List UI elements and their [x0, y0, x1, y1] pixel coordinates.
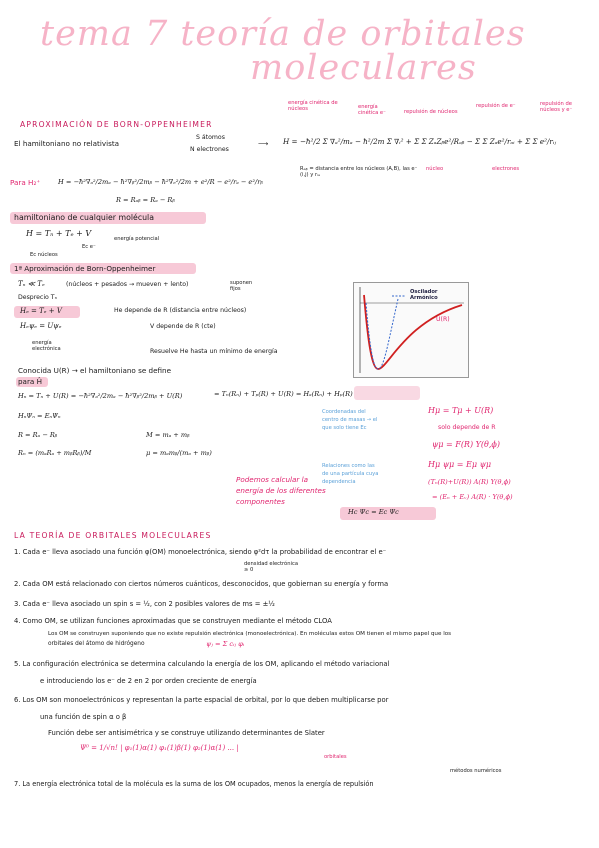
potential-energy-label: energía potencial	[114, 236, 160, 242]
metodos-note: métodos numéricos	[450, 768, 502, 774]
slater-determinant: Ψ⁰ = 1/√n! | φ₁(1)α(1) φ₁(1)β(1) φ₂(1)α(1) ... |	[80, 744, 239, 752]
ec-nuclei-label: Ec núcleos	[30, 252, 58, 258]
r-definition: R = Rₐᵦ = Rₐ − Rᵦ	[116, 196, 175, 204]
annotation-attraction: repulsión de núcleos y e⁻	[540, 101, 573, 113]
hn-result: = Tₙ(Rₙ) + Tₚ(R) + U(R) = Hₐ(Rₙ) + Hₚ(R)	[214, 390, 353, 398]
tom-item-6: 6. Los OM son monoelectrónicos y representan la parte espacial de orbital, por lo que deben multiplicarse por	[14, 696, 389, 704]
r-equation: R = Rₐ − Rᵦ	[18, 431, 58, 439]
solo-depende: solo depende de R	[438, 424, 496, 431]
resolve-note: Resuelve He hasta un mínimo de energía	[150, 348, 278, 355]
hn-formula: Hₙ = Tₙ + U(R) = −ħ²∇ₐ²/2mₐ − ħ²∇ᵦ²/2mᵦ + U(R)	[18, 392, 183, 400]
annotation-electrones: electrones	[492, 166, 520, 172]
ec-electron-label: Ec e⁻	[82, 244, 96, 250]
hmu-psi-equation: Hμ ψμ = Eμ ψμ	[428, 460, 492, 469]
annotation-repulsion-nuclei: repulsión de núcleos	[404, 109, 458, 115]
relations-note: Relaciones como las de una partícula cuya dependencia	[322, 463, 379, 485]
tom-item-6-cont: una función de spin α o β	[40, 713, 127, 721]
annotation-nucleo: núcleo	[426, 166, 444, 172]
potential-energy-graph	[353, 282, 469, 378]
he-box: Hₑ = Tₑ + V	[20, 307, 62, 315]
molecule-heading: hamiltoniano de cualquier molécula	[14, 213, 154, 222]
orbitales-label: orbitales	[324, 754, 347, 760]
systems-count: S átomos	[196, 134, 225, 141]
tom-item-3: 3. Cada e⁻ lleva asociado un spin s = ½, con 2 posibles valores de ms = ±½	[14, 600, 275, 608]
hmu-equation: Hμ = Tμ + U(R)	[428, 406, 494, 415]
hn-psi: HₙΨₙ = EₙΨₙ	[18, 412, 61, 420]
psi-mu-equation: ψμ = F(R) Y(θ,ϕ)	[432, 440, 500, 449]
born-heading: APROXIMACIÓN DE BORN-OPPENHEIMER	[20, 120, 213, 129]
tom-item-4-note: Los OM se construyen suponiendo que no existe repulsión electrónica (monoelectrónica). En moléculas estos OM tienen el mismo papel que los	[48, 631, 452, 637]
he-depends: He depende de R (distancia entre núcleos)	[114, 307, 247, 314]
mu-equation: μ = mₐmᵦ/(mₐ + mᵦ)	[146, 449, 212, 457]
hn-intro: Conocida U(R) → el hamiltoniano se define	[18, 366, 172, 375]
center-of-mass-note: Coordenadas del centro de masas → el que solo tiene Ec	[322, 409, 378, 431]
molecule-h-line: H = Tₙ + Tₑ + V	[26, 229, 92, 238]
desprecia-label: Desprecio Tₙ	[18, 294, 58, 301]
m-equation: M = mₐ + mᵦ	[146, 431, 190, 439]
annotation-repulsion-electrons: repulsión de e⁻	[476, 103, 516, 109]
rn-equation: Rₙ = (mₐRₐ + mᵦRᵦ)/M	[18, 449, 92, 457]
harmonic-curve	[366, 299, 398, 369]
title-line-1: tema 7 teoría de orbitales	[40, 14, 526, 54]
tom-item-7: 7. La energía electrónica total de la molécula es la suma de los OM ocupados, menos la energía de repulsión	[14, 780, 374, 788]
hamiltonian-label: El hamiltoniano no relativista	[14, 139, 120, 148]
calculate-energy-note: Podemos calcular la energía de los diferentes componentes	[236, 475, 326, 506]
electronic-energy-label: energía electrónica	[32, 340, 61, 352]
annotation-kinetic-nuclei: energía cinética de núcleos	[288, 100, 338, 112]
bo1-heading: 1ª Aproximación de Born-Oppenheimer	[14, 264, 156, 273]
potential-curve	[364, 295, 462, 369]
tom-item-1: 1. Cada e⁻ lleva asociado una función φ(OM) monoelectrónica, siendo φ²dτ la probabilidad de encontrar el e⁻	[14, 548, 387, 556]
v-depends: V depende de R (cte)	[150, 323, 216, 330]
tom-heading: LA TEORÍA DE ORBITALES MOLECULARES	[14, 531, 212, 540]
h2-hamiltonian: H = −ħ²∇ₐ²/2mₐ − ħ²∇ᵦ²/2mᵦ − ħ²∇ₑ²/2m + e²/R − e²/rₐ − e²/rᵦ	[58, 178, 263, 186]
he-psi: Hₑψₑ = Uψₑ	[20, 322, 62, 330]
nuclei-note: (núcleos + pesados → mueven + lento)	[66, 281, 189, 288]
hamiltonian-formula: H = −ħ²/2 Σ ∇ₐ²/mₐ − ħ²/2m Σ ∇ᵢ² + Σ Σ ZₐZᵦe²/Rₐᵦ − Σ Σ Zₐe²/rₐᵢ + Σ Σ e²/rᵢⱼ	[283, 137, 557, 146]
tn-inequality: Tₙ ≪ Tₑ	[18, 280, 45, 288]
rab-note: Rₐᵦ = distancia entre los núcleos (A,B), las e⁻ (i,j) y rᵢₐ	[300, 166, 418, 178]
annotation-kinetic-electrons: energía cinética e⁻	[358, 104, 386, 116]
tom-item-6-note: Función debe ser antisimétrica y se construye utilizando determinantes de Slater	[48, 729, 325, 737]
graph-legend-2: Armónico	[410, 295, 438, 301]
tom-item-5-cont: e introduciendo los e⁻ de 2 en 2 por orden creciente de energía	[40, 677, 257, 685]
para-h2-label: Para H₂⁺	[10, 178, 41, 187]
graph-legend-1: Oscilador	[410, 289, 438, 295]
arrow-icon: ⟶	[258, 139, 269, 148]
tom-item-2: 2. Cada OM está relacionado con ciertos números cuánticos, desconocidos, que gobiernan su energía y forma	[14, 580, 389, 588]
tom-item-4-note-2: orbitales del átomo de hidrógeno	[48, 641, 145, 647]
hn-result-highlight	[354, 386, 420, 400]
electrons-count: N electrones	[190, 146, 229, 153]
expansion-2: = (Eₙ + Eᵥ) A(R) · Y(θ,ϕ)	[432, 493, 513, 501]
tom-item-5: 5. La configuración electrónica se determina calculando la energía de los OM, aplicando el método variacional	[14, 660, 390, 668]
graph-curve-label: U(R)	[436, 316, 450, 323]
page-title-line-2: moleculares	[250, 48, 477, 88]
density-note: densidad electrónica ≥ 0	[244, 561, 298, 573]
fixed-note: suponen fijos	[230, 280, 253, 292]
psi-sum: ψⱼ = Σ cᵢⱼ φᵢ	[206, 640, 245, 648]
tom-item-4: 4. Como OM, se utilizan funciones aproximadas que se construyen mediante el método CLOA	[14, 617, 332, 625]
expansion-1: (Tₙ(R)+U(R)) A(R) Y(θ,ϕ)	[428, 478, 511, 486]
para-h: para Ĥ	[18, 377, 43, 386]
hc-box: Hc Ψc = Ec Ψc	[348, 508, 399, 516]
